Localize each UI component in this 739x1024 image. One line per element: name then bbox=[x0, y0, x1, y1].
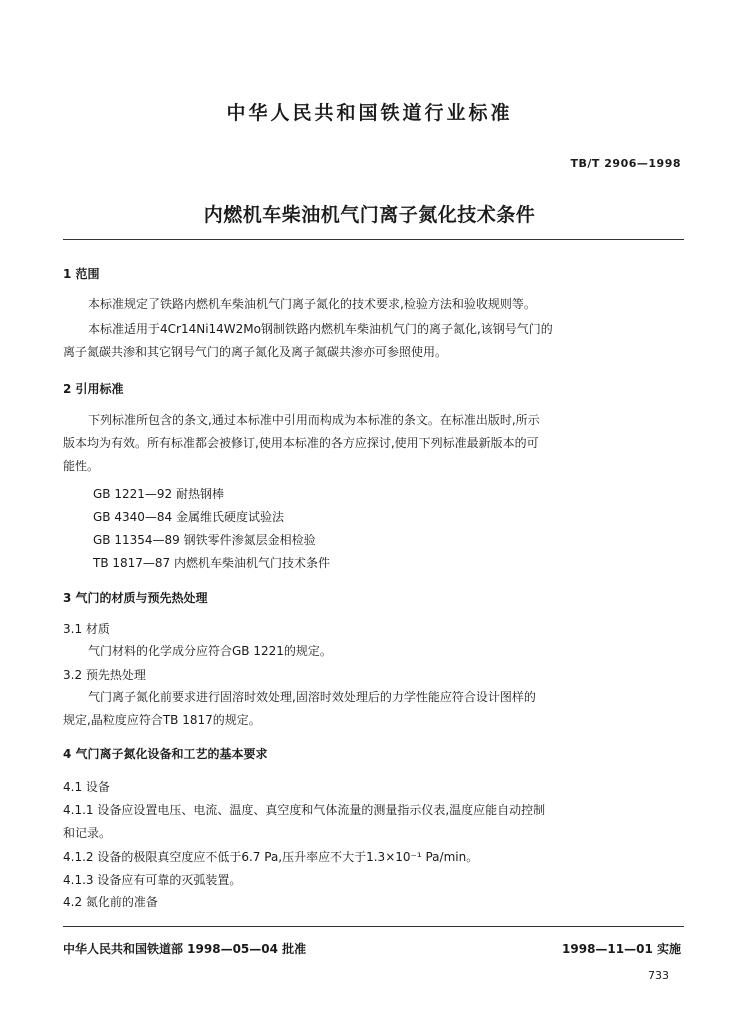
section-2-paragraph-line-2: 版本均为有效。所有标准都会被修订,使用本标准的各方应探讨,使用下列标准最新版本的可 bbox=[63, 436, 539, 450]
clause-4-1-2: 4.1.2 设备的极限真空度应不低于6.7 Pa,压升率应不大于1.3×10⁻¹ Pa/min。 bbox=[63, 850, 479, 864]
header-title: 中华人民共和国铁道行业标准 bbox=[226, 102, 513, 124]
section-2-paragraph-line-3: 能性。 bbox=[63, 459, 100, 473]
section-4-heading: 4 气门离子氮化设备和工艺的基本要求 bbox=[63, 747, 268, 761]
section-1-paragraph-2-line-1: 本标准适用于4Cr14Ni14W2Mo钢制铁路内燃机车柴油机气门的离子氮化,该钢号气门的 bbox=[88, 322, 553, 336]
approval-statement: 中华人民共和国铁道部 1998—05—04 批准 bbox=[63, 942, 307, 956]
subsection-3-2-heading: 3.2 预先热处理 bbox=[63, 668, 146, 682]
reference-item: GB 1221—92 耐热钢棒 bbox=[93, 487, 224, 501]
section-2-heading: 2 引用标准 bbox=[63, 382, 124, 396]
subsection-3-2-line-2: 规定,晶粒度应符合TB 1817的规定。 bbox=[63, 713, 261, 727]
title-divider bbox=[63, 239, 684, 240]
standard-number: TB/T 2906—1998 bbox=[570, 157, 681, 170]
clause-4-1-1-line-1: 4.1.1 设备应设置电压、电流、温度、真空度和气体流量的测量指示仪表,温度应能自动控制 bbox=[63, 803, 546, 817]
section-3-heading: 3 气门的材质与预先热处理 bbox=[63, 591, 208, 605]
reference-item: GB 11354—89 钢铁零件渗氮层金相检验 bbox=[93, 533, 316, 547]
subsection-3-1-text: 气门材料的化学成分应符合GB 1221的规定。 bbox=[88, 644, 332, 658]
subsection-3-2-line-1: 气门离子氮化前要求进行固溶时效处理,固溶时效处理后的力学性能应符合设计图样的 bbox=[88, 690, 536, 704]
section-2-paragraph-line-1: 下列标准所包含的条文,通过本标准中引用而构成为本标准的条文。在标准出版时,所示 bbox=[88, 413, 540, 427]
reference-item: TB 1817—87 内燃机车柴油机气门技术条件 bbox=[93, 556, 331, 570]
footer-divider bbox=[63, 926, 684, 927]
clause-4-1-1-line-2: 和记录。 bbox=[63, 826, 112, 840]
implementation-date: 1998—11—01 实施 bbox=[562, 942, 681, 956]
section-1-heading: 1 范围 bbox=[63, 267, 100, 281]
subsection-3-1-heading: 3.1 材质 bbox=[63, 622, 110, 636]
section-1-paragraph-2-line-2: 离子氮碳共渗和其它钢号气门的离子氮化及离子氮碳共渗亦可参照使用。 bbox=[63, 345, 448, 359]
page-number: 733 bbox=[648, 969, 669, 982]
clause-4-1-3: 4.1.3 设备应有可靠的灭弧装置。 bbox=[63, 873, 242, 887]
document-title: 内燃机车柴油机气门离子氮化技术条件 bbox=[203, 204, 536, 226]
section-1-paragraph-1: 本标准规定了铁路内燃机车柴油机气门离子氮化的技术要求,检验方法和验收规则等。 bbox=[88, 297, 536, 311]
reference-item: GB 4340—84 金属维氏硬度试验法 bbox=[93, 510, 284, 524]
subsection-4-1-heading: 4.1 设备 bbox=[63, 780, 110, 794]
subsection-4-2-heading: 4.2 氮化前的准备 bbox=[63, 895, 158, 909]
